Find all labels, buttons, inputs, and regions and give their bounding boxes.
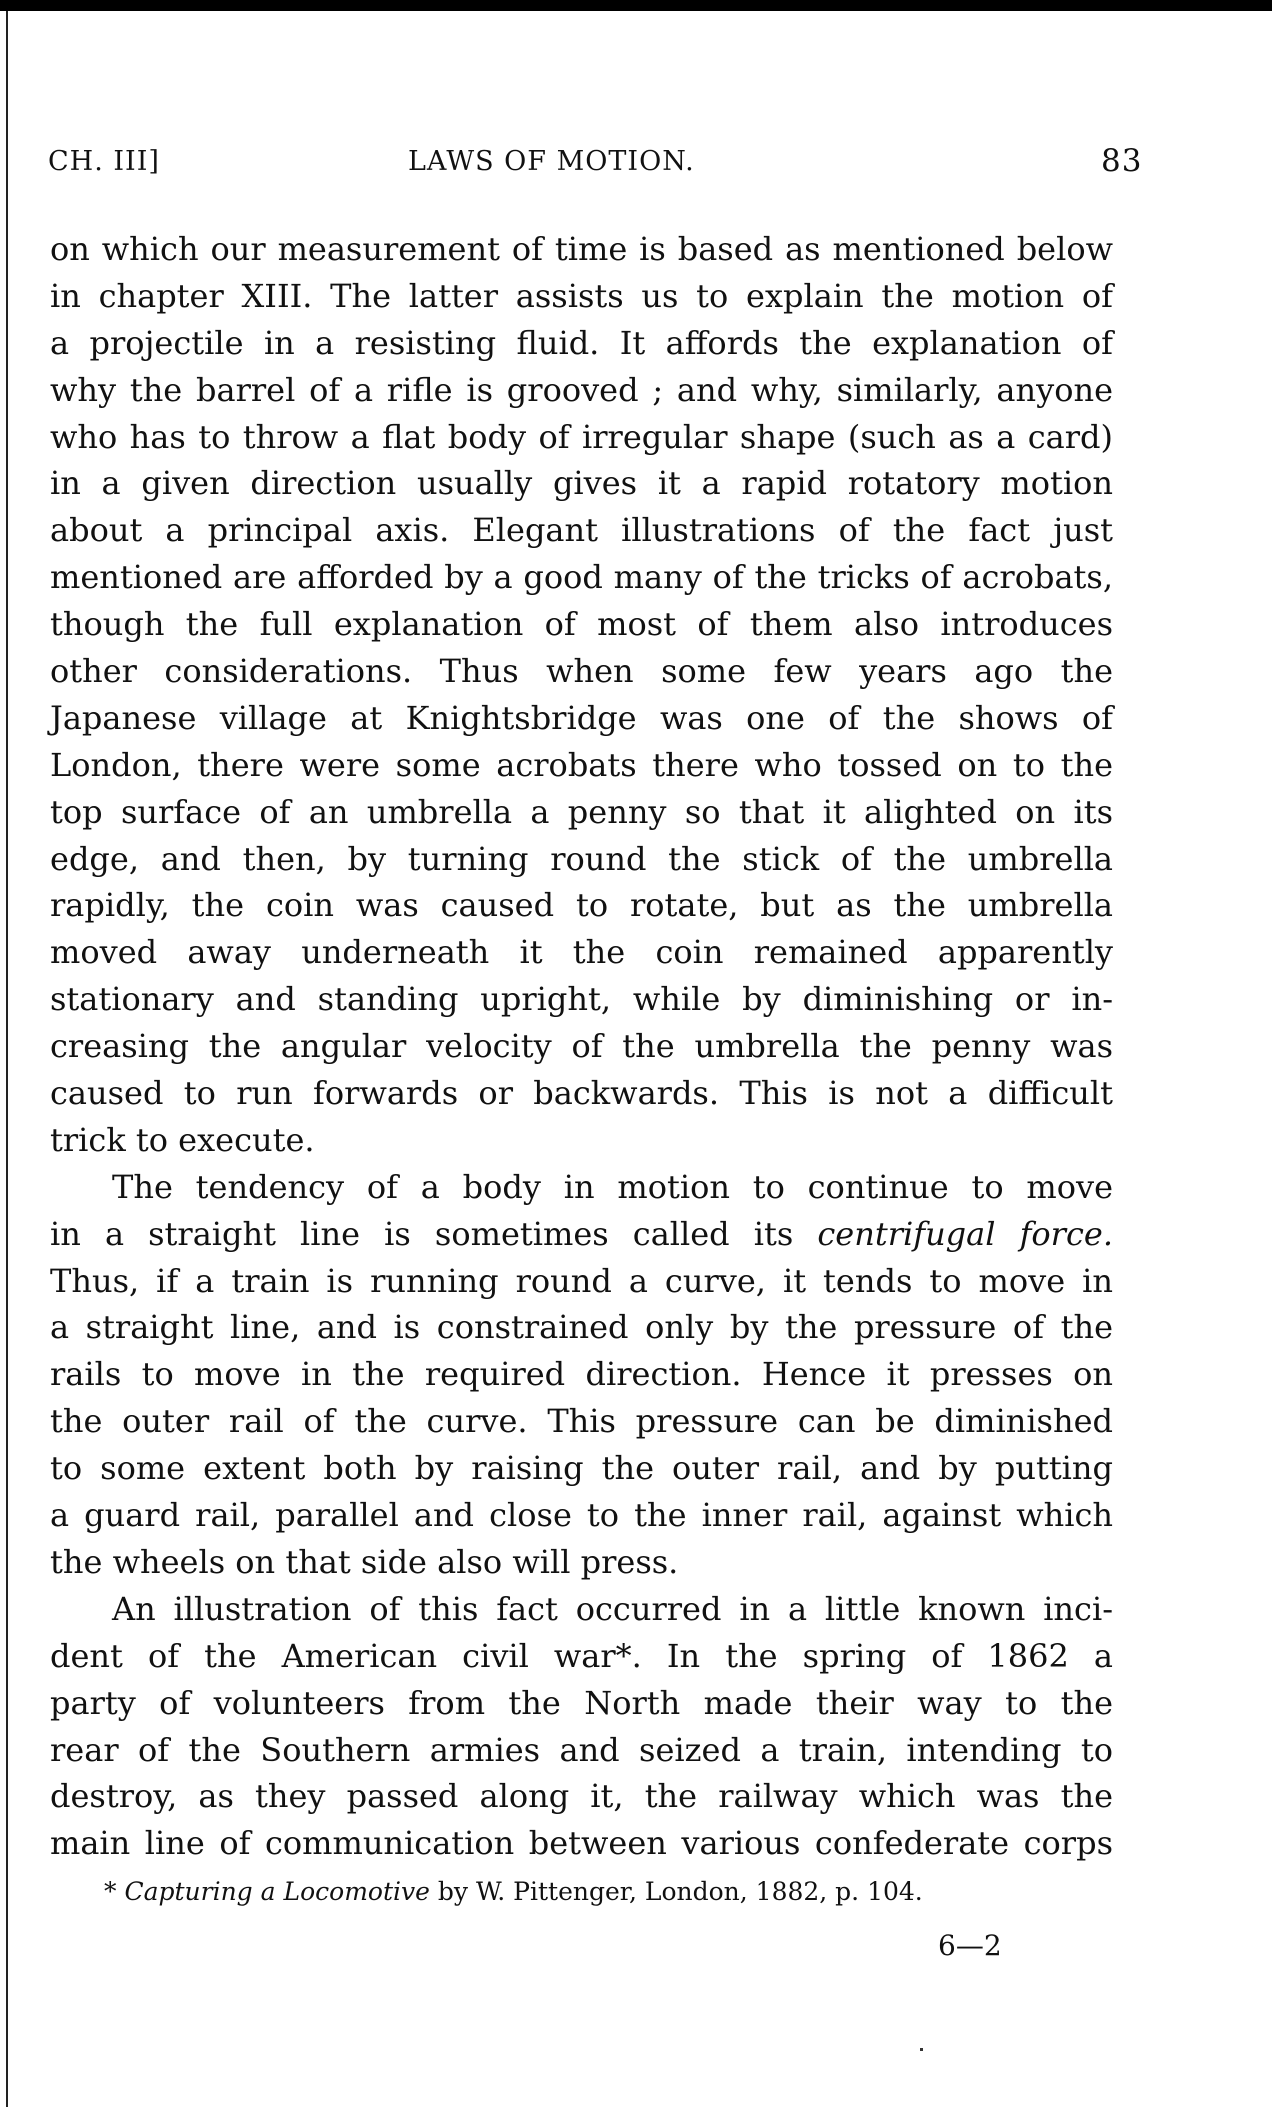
text-line-content: Thus, if a train is running round a curve, it tends to move in (50, 1261, 1113, 1300)
text-line-content: mentioned are afforded by a good many of the tricks of acrobats, (50, 558, 1113, 597)
running-head-title: LAWS OF MOTION. (408, 146, 695, 177)
text-line (50, 460, 1113, 507)
running-head-chapter: CH. III] (48, 146, 160, 177)
footnote-title: Capturing a Locomotive (124, 1877, 430, 1906)
text-line-content: the wheels on that side also will press. (50, 1542, 679, 1581)
text-line (50, 1539, 1113, 1586)
text-line (50, 1351, 1113, 1398)
text-line (50, 929, 1113, 976)
text-line-content: edge, and then, by turning round the stick of the umbrella (50, 839, 1113, 878)
signature-mark: 6—2 (938, 1929, 1002, 1962)
scan-top-border (0, 0, 1272, 11)
scan-left-border (6, 11, 8, 2107)
text-line-content: dent of the American civil war*. In the spring of 1862 a (50, 1636, 1113, 1675)
text-line-content: to some extent both by raising the outer rail, and by putting (50, 1449, 1113, 1488)
text-line-content: why the barrel of a rifle is grooved ; and why, similarly, anyone (50, 370, 1113, 409)
text-line (50, 273, 1113, 320)
text-line-content: rails to move in the required direction. Hence it presses on (50, 1355, 1113, 1394)
page-number: 83 (1101, 143, 1143, 179)
text-line (50, 1445, 1113, 1492)
text-line (50, 1258, 1113, 1305)
text-line-content: Japanese village at Knightsbridge was one of the shows of (50, 698, 1113, 737)
text-line (50, 976, 1113, 1023)
text-line-content: The tendency of a body in motion to continue to move (112, 1167, 1113, 1206)
text-line (50, 1117, 1113, 1164)
text-line (50, 1680, 1113, 1727)
footnote-marker: * (104, 1877, 125, 1906)
text-line (50, 1398, 1113, 1445)
text-line (50, 1586, 1113, 1633)
text-line-content: in a given direction usually gives it a rapid rotatory motion (50, 464, 1113, 503)
text-line-content: London, there were some acrobats there who tossed on to the (50, 745, 1113, 784)
text-line-content: An illustration of this fact occurred in a little known inci- (112, 1589, 1113, 1628)
text-line-content: a projectile in a resisting fluid. It affords the explanation of (50, 323, 1113, 362)
body-text (50, 226, 1113, 1867)
text-line-content: rear of the Southern armies and seized a train, intending to (50, 1730, 1113, 1769)
text-line-content: a guard rail, parallel and close to the inner rail, against which (50, 1496, 1113, 1535)
text-line (50, 695, 1113, 742)
text-line (50, 507, 1113, 554)
text-line-content: in a straight line is sometimes called its (50, 1214, 818, 1253)
text-line-content: other considerations. Thus when some few years ago the (50, 652, 1113, 691)
text-line-content: destroy, as they passed along it, the railway which was the (50, 1777, 1113, 1816)
text-line (50, 1023, 1113, 1070)
text-line-content: a straight line, and is constrained only by the pressure of the (50, 1308, 1113, 1347)
text-line (50, 1820, 1113, 1867)
text-line (50, 836, 1113, 883)
text-line-content: main line of communication between various confederate corps (50, 1824, 1113, 1863)
text-line-content: moved away underneath it the coin remained apparently (50, 933, 1113, 972)
text-line-content: the outer rail of the curve. This pressure can be diminished (50, 1402, 1113, 1441)
text-line (50, 1633, 1113, 1680)
text-line (50, 1773, 1113, 1820)
text-line (50, 1164, 1113, 1211)
text-line (50, 601, 1113, 648)
italic-term: centrifugal force. (817, 1214, 1113, 1253)
text-line (50, 367, 1113, 414)
footnote-citation: by W. Pittenger, London, 1882, p. 104. (429, 1877, 923, 1906)
text-line-content: party of volunteers from the North made their way to the (50, 1683, 1113, 1722)
speck (920, 2048, 923, 2051)
text-line (50, 414, 1113, 461)
text-line (50, 554, 1113, 601)
text-line-content: stationary and standing upright, while by diminishing or in- (50, 980, 1113, 1019)
text-line-content: caused to run forwards or backwards. This is not a difficult (50, 1074, 1113, 1113)
text-line-content: rapidly, the coin was caused to rotate, but as the umbrella (50, 886, 1113, 925)
footnote (104, 1877, 923, 1906)
text-line-content: who has to throw a flat body of irregular shape (such as a card) (50, 417, 1113, 456)
text-line (50, 1492, 1113, 1539)
text-line (50, 1304, 1113, 1351)
text-line (50, 742, 1113, 789)
text-line (50, 320, 1113, 367)
text-line-content: in chapter XIII. The latter assists us to explain the motion of (50, 276, 1113, 315)
text-line-content: trick to execute. (50, 1120, 315, 1159)
text-line (50, 882, 1113, 929)
text-line (50, 1211, 1113, 1258)
text-line-content: though the full explanation of most of them also introduces (50, 605, 1113, 644)
text-line (50, 789, 1113, 836)
text-line-content: creasing the angular velocity of the umbrella the penny was (50, 1027, 1113, 1066)
text-line-content: on which our measurement of time is based as mentioned below (50, 230, 1113, 268)
text-line (50, 1727, 1113, 1774)
text-line (50, 226, 1113, 273)
text-line (50, 648, 1113, 695)
text-line-content: about a principal axis. Elegant illustrations of the fact just (50, 511, 1113, 550)
text-line-content: top surface of an umbrella a penny so that it alighted on its (50, 792, 1113, 831)
text-line (50, 1070, 1113, 1117)
